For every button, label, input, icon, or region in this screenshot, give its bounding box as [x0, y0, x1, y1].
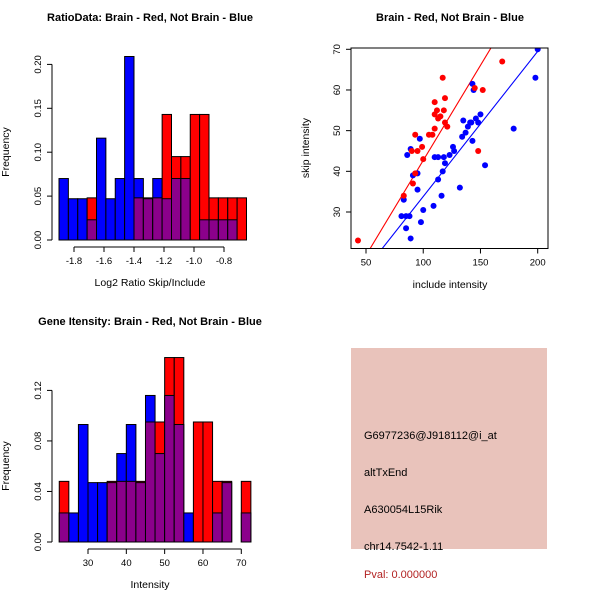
histogram-bar-red	[203, 422, 213, 542]
scatter-point-blue	[482, 162, 488, 168]
scatter-point-red	[441, 107, 447, 113]
histogram-bar-blue	[98, 483, 108, 542]
x-tick-label: -1.8	[65, 256, 83, 267]
y-tick-label: 0.08	[33, 431, 44, 451]
y-tick-label: 0.05	[33, 186, 44, 206]
info-panel	[300, 300, 600, 600]
histogram-bar-blue	[68, 199, 77, 240]
y-tick-label: 0.00	[33, 230, 44, 250]
histogram-bar-blue	[184, 513, 194, 542]
scatter-point-blue	[469, 138, 475, 144]
x-tick-label: 30	[82, 558, 94, 569]
y-tick-label: 0.15	[33, 99, 44, 118]
scatter-point-blue	[435, 154, 441, 160]
histogram-bar-red	[237, 198, 246, 240]
histogram-bar-overlap	[200, 220, 209, 240]
scatter-point-blue	[403, 225, 409, 231]
histogram-bar-blue	[115, 179, 124, 240]
scatter-point-blue	[404, 152, 410, 158]
scatter-point-red	[412, 132, 418, 138]
gene-intensity-ylabel: Frequency	[0, 441, 12, 491]
x-tick-label: 100	[415, 257, 432, 269]
scatter-point-blue	[431, 203, 437, 209]
scatter-point-blue	[417, 136, 423, 142]
locus-text: chr14.7542-1.11	[364, 541, 444, 553]
gene-intensity-histogram-panel	[0, 300, 300, 600]
histogram-bar-blue	[69, 513, 79, 542]
scatter-point-red	[401, 193, 407, 199]
histogram-bar-overlap	[241, 513, 251, 542]
scatter-ylabel: skip intensity	[300, 117, 312, 179]
scatter-point-red	[409, 148, 415, 154]
ratio-histogram-title: RatioData: Brain - Red, Not Brain - Blue	[47, 12, 253, 24]
scatter-point-red	[480, 87, 486, 93]
scatter-title: Brain - Red, Not Brain - Blue	[376, 12, 524, 24]
y-tick-label: 30	[332, 206, 343, 218]
histogram-bar-overlap	[136, 483, 146, 542]
info-box	[351, 348, 547, 581]
histogram-bar-overlap	[145, 422, 155, 542]
scatter-point-blue	[418, 219, 424, 225]
histogram-bar-overlap	[228, 220, 237, 240]
x-tick-label: 70	[236, 558, 247, 569]
y-tick-label: 40	[332, 166, 343, 177]
scatter-point-blue	[511, 126, 517, 132]
pval-text: Pval: 0.000000	[364, 569, 438, 581]
scatter-point-blue	[408, 235, 414, 241]
histogram-bar-overlap	[172, 179, 181, 240]
histogram-bar-blue	[59, 179, 68, 240]
scatter-point-blue	[467, 120, 473, 126]
histogram-bar-overlap	[87, 220, 96, 240]
ratio-histogram-xlabel: Log2 Ratio Skip/Include	[94, 277, 206, 289]
histogram-bar-overlap	[209, 220, 218, 240]
scatter-point-red	[472, 85, 478, 91]
histogram-bar-overlap	[213, 513, 223, 542]
scatter-point-red	[475, 148, 481, 154]
histogram-bar-overlap	[126, 481, 136, 542]
scatter-point-red	[429, 132, 435, 138]
histogram-bar-overlap	[143, 199, 152, 240]
scatter-point-red	[440, 75, 446, 81]
ratio-histogram-plot	[0, 0, 300, 300]
histogram-bar-overlap	[134, 198, 143, 240]
scatter-point-blue	[435, 176, 441, 182]
scatter-point-red	[415, 148, 421, 154]
histogram-bar-overlap	[59, 513, 69, 542]
scatter-point-blue	[532, 75, 538, 81]
scatter-point-red	[442, 95, 448, 101]
plot-box	[351, 48, 548, 249]
gene-intensity-plot	[0, 300, 300, 600]
red-fit-line	[369, 39, 496, 251]
x-tick-label: -1.2	[155, 256, 173, 267]
histogram-bar-overlap	[155, 454, 165, 542]
scatter-point-blue	[473, 115, 479, 121]
x-tick-label: 150	[472, 257, 489, 269]
histogram-bar-blue	[97, 138, 106, 240]
scatter-point-red	[420, 156, 426, 162]
scatter-point-blue	[415, 187, 421, 193]
scatter-point-red	[410, 181, 416, 187]
scatter-point-red	[432, 126, 438, 132]
y-tick-label: 0.12	[33, 381, 44, 400]
scatter-point-blue	[420, 207, 426, 213]
y-tick-label: 70	[332, 44, 343, 55]
scatter-point-blue	[440, 168, 446, 174]
histogram-bar-blue	[88, 483, 98, 542]
scatter-point-red	[355, 237, 361, 243]
y-tick-label: 0.00	[33, 532, 44, 552]
scatter-plot	[300, 0, 600, 300]
scatter-point-blue	[460, 117, 466, 123]
scatter-point-red	[432, 99, 438, 105]
ratio-histogram-ylabel: Frequency	[0, 127, 12, 177]
scatter-point-red	[412, 170, 418, 176]
scatter-point-blue	[451, 148, 457, 154]
scatter-panel	[300, 0, 600, 300]
probe-id-text: G6977236@J918112@i_at	[364, 430, 497, 442]
scatter-point-blue	[457, 185, 463, 191]
histogram-bar-overlap	[218, 220, 227, 240]
scatter-point-red	[499, 59, 505, 65]
scatter-point-blue	[477, 111, 483, 117]
histogram-bar-blue	[78, 425, 88, 542]
scatter-point-red	[444, 124, 450, 130]
histogram-bar-overlap	[117, 481, 127, 542]
gene-intensity-xlabel: Intensity	[130, 579, 170, 591]
scatter-point-red	[437, 113, 443, 119]
histogram-bar-overlap	[174, 425, 184, 542]
x-tick-label: 40	[121, 558, 132, 569]
scatter-point-blue	[447, 152, 453, 158]
scatter-point-red	[434, 107, 440, 113]
gene-symbol-text: A630054L15Rik	[364, 504, 443, 516]
y-tick-label: 50	[332, 125, 343, 136]
histogram-bar-overlap	[153, 198, 162, 240]
x-tick-label: -1.6	[95, 256, 113, 267]
x-tick-label: 60	[197, 558, 209, 569]
y-tick-label: 0.04	[33, 482, 44, 501]
x-tick-label: 50	[159, 558, 170, 569]
x-tick-label: -1.0	[185, 256, 203, 267]
histogram-bar-overlap	[222, 483, 232, 542]
x-tick-label: 200	[529, 257, 546, 269]
histogram-bar-overlap	[165, 395, 175, 542]
x-tick-label: -1.4	[125, 256, 143, 267]
histogram-bar-overlap	[162, 199, 171, 240]
y-tick-label: 60	[332, 84, 343, 96]
gene-intensity-title: Gene Itensity: Brain - Red, Not Brain - Blue	[38, 316, 262, 328]
histogram-bar-red	[190, 114, 199, 240]
scatter-point-blue	[535, 46, 541, 52]
scatter-point-blue	[441, 154, 447, 160]
histogram-bar-red	[193, 422, 203, 542]
histogram-bar-blue	[106, 199, 115, 240]
y-tick-label: 0.20	[33, 55, 44, 74]
scatter-point-blue	[406, 213, 412, 219]
x-tick-label: 50	[360, 257, 372, 269]
scatter-point-blue	[439, 193, 445, 199]
event-type-text: altTxEnd	[364, 467, 408, 479]
histogram-bar-blue	[125, 56, 134, 240]
y-tick-label: 0.10	[33, 142, 44, 162]
plot-region	[355, 39, 547, 251]
ratio-histogram-panel	[0, 0, 300, 300]
scatter-point-blue	[442, 160, 448, 166]
histogram-bar-overlap	[181, 179, 190, 240]
scatter-point-blue	[463, 130, 469, 136]
scatter-xlabel: include intensity	[412, 279, 488, 291]
histogram-bar-overlap	[107, 483, 117, 542]
histogram-bar-blue	[78, 199, 87, 240]
x-tick-label: -0.8	[215, 256, 233, 267]
scatter-point-red	[419, 144, 425, 150]
